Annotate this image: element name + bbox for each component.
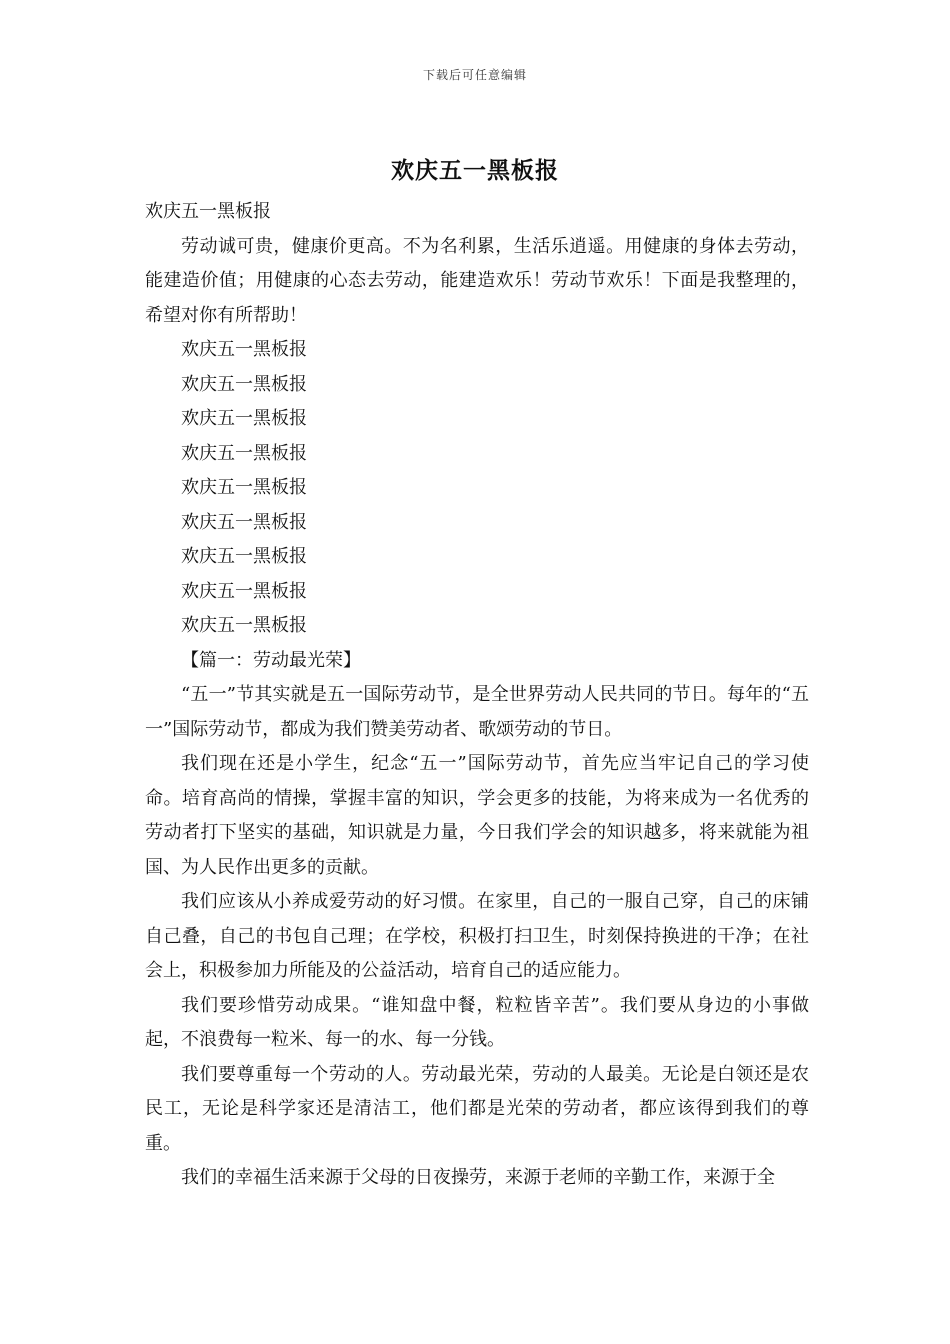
list-item: 欢庆五一黑板报 <box>181 339 307 360</box>
body-paragraph: 我们要尊重每一个劳动的人。劳动最光荣，劳动的人最美。无论是白领还是农民工，无论是科学家还是清洁工，他们都是光荣的劳动者，都应该得到我们的尊重。 <box>145 1063 809 1154</box>
body-paragraph: 我们的幸福生活来源于父母的日夜操劳，来源于老师的辛勤工作，来源于全 <box>181 1167 775 1188</box>
list-item: 欢庆五一黑板报 <box>181 615 307 636</box>
intro-paragraph: 劳动诚可贵，健康价更高。不为名利累，生活乐逍遥。用健康的身体去劳动，能建造价值；用健康的心态去劳动，能建造欢乐！劳动节欢乐！下面是我整理的，希望对你有所帮助！ <box>145 235 809 326</box>
document-title: 欢庆五一黑板报 <box>391 157 559 184</box>
section-heading: 【篇一：劳动最光荣】 <box>181 649 361 671</box>
document-body <box>145 195 809 1196</box>
link-list <box>145 333 809 644</box>
list-item: 欢庆五一黑板报 <box>181 442 307 464</box>
page-header: 下载后可任意编辑 <box>422 68 527 82</box>
body-paragraph: 我们要珍惜劳动成果。“谁知盘中餐，粒粒皆辛苦”。我们要从身边的小事做起，不浪费每一粒米、每一的水、每一分钱。 <box>145 994 809 1050</box>
list-item: 欢庆五一黑板报 <box>181 580 307 602</box>
list-item: 欢庆五一黑板报 <box>181 408 307 429</box>
list-item: 欢庆五一黑板报 <box>181 373 307 395</box>
body-paragraph: 我们现在还是小学生，纪念“五一”国际劳动节，首先应当牢记自己的学习使命。培育高尚的情操，掌握丰富的知识，学会更多的技能，为将来成为一名优秀的劳动者打下坚实的基础，知识就是力量，今日我们学会的知识越多，将来就能为祖国、为人民作出更多的贡献。 <box>145 753 809 878</box>
body-paragraph: 我们应该从小养成爱劳动的好习惯。在家里，自己的一服自己穿，自己的床铺自己叠，自己的书包自己理；在学校，积极打扫卫生，时刻保持换进的干净；在社会上，积极参加力所能及的公益活动，培育自己的适应能力。 <box>145 891 809 981</box>
body-paragraph: “五一”节其实就是五一国际劳动节，是全世界劳动人民共同的节日。每年的“五一”国际劳动节，都成为我们赞美劳动者、歌颂劳动的节日。 <box>145 684 809 740</box>
list-item: 欢庆五一黑板报 <box>181 546 307 567</box>
list-item: 欢庆五一黑板报 <box>181 477 307 498</box>
document-subtitle: 欢庆五一黑板报 <box>145 201 271 222</box>
list-item: 欢庆五一黑板报 <box>181 511 307 533</box>
